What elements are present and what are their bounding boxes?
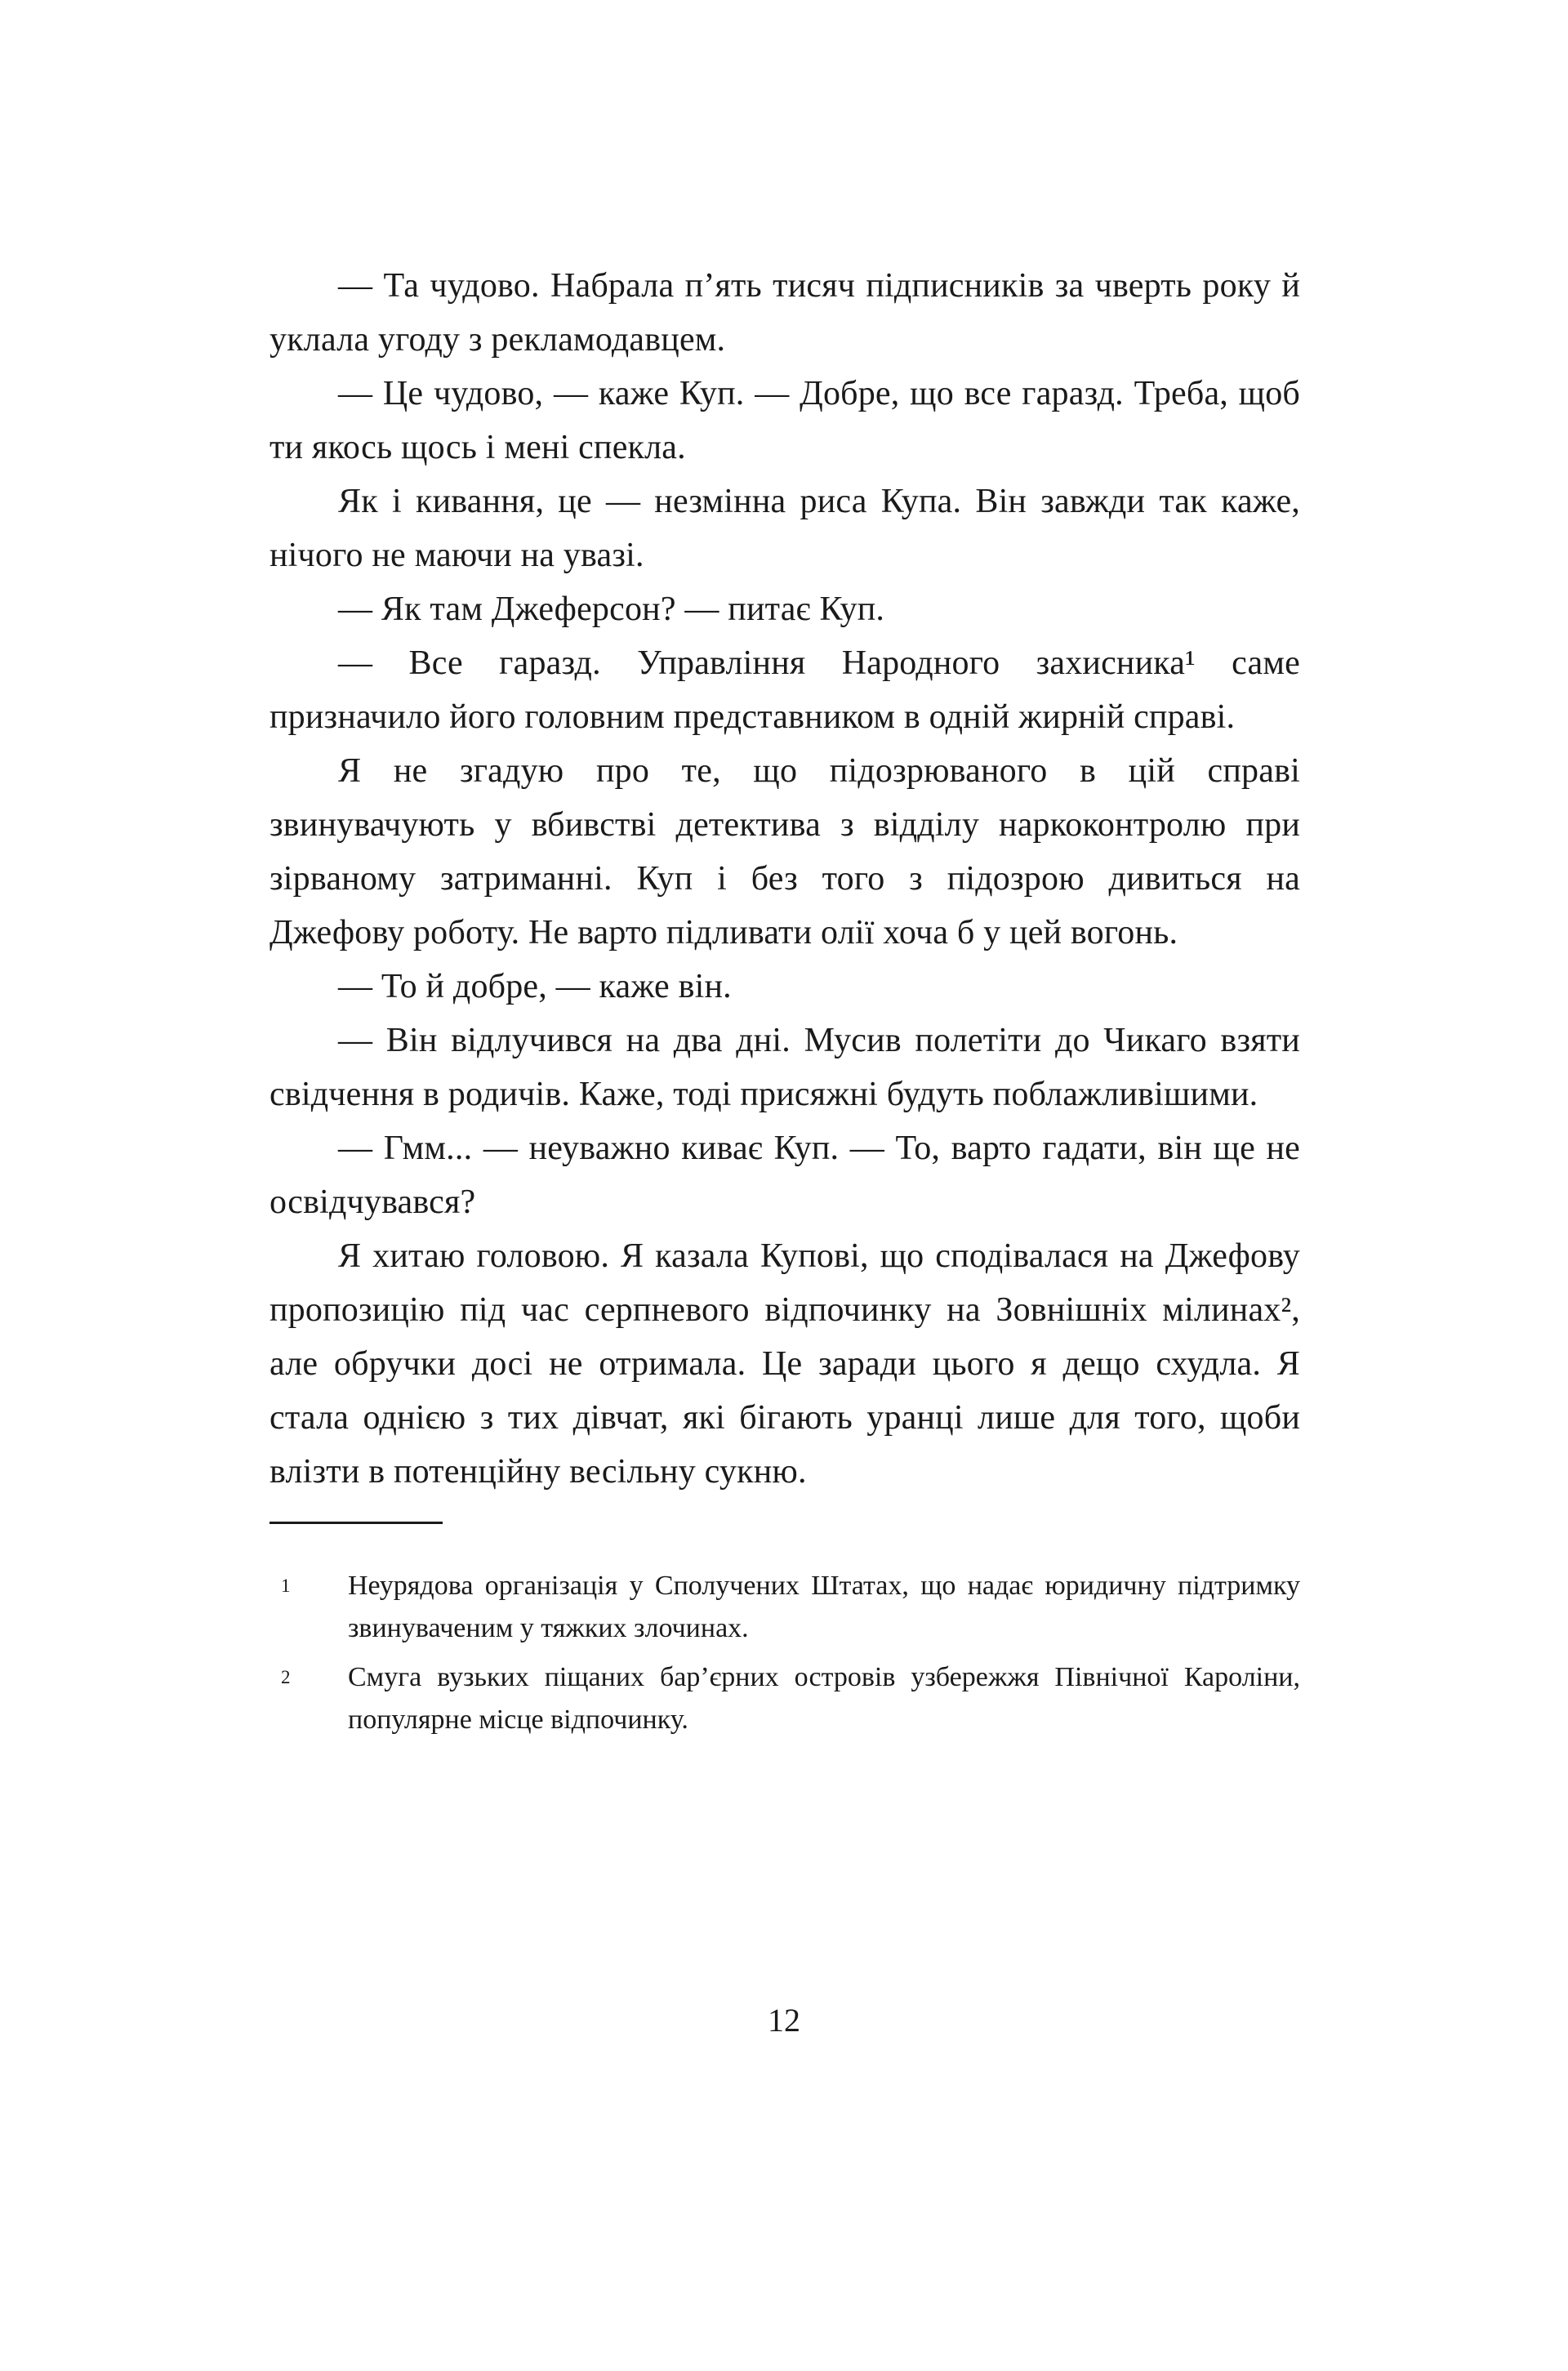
footnote xyxy=(270,1656,1300,1741)
text-block xyxy=(270,259,1300,1741)
footnotes xyxy=(270,1565,1300,1741)
paragraph: — Він відлучився на два дні. Мусив полетіти до Чикаго взяти свідчення в родичів. Каже, тоді присяжні будуть поблажливішими. xyxy=(270,1022,1300,1113)
paragraph: Я хитаю головою. Я казала Купові, що сподівалася на Джефову пропозицію під час серпневого відпочинку на Зовнішніх мілинах², але обручки досі не отримала. Це заради цього я дещо схудла. Я стала однією з тих дівчат, які бігають уранці лише для того, щоби влізти в потенційну весільну сукню. xyxy=(270,1237,1300,1491)
footnote-marker: 1 xyxy=(281,1575,291,1596)
paragraph: — Як там Джеферсон? — питає Куп. xyxy=(338,591,885,628)
paragraph: — Гмм... — неуважно киває Куп. — То, варто гадати, він ще не освідчувався? xyxy=(270,1130,1300,1221)
footnote xyxy=(270,1565,1300,1650)
paragraph: — То й добре, — каже він. xyxy=(338,968,732,1005)
footnote-separator xyxy=(270,1522,443,1524)
paragraph: Я не згадую про те, що підозрюваного в цій справі звинувачують у вбивстві детектива з відділу наркоконтролю при зірваному затриманні. Куп і без того з підозрою дивиться на Джефову роботу. Не варто підливати олії хоча б у цей вогонь. xyxy=(270,752,1300,952)
footnote-marker: 2 xyxy=(281,1667,291,1687)
paragraph: — Та чудово. Набрала п’ять тисяч підписників за чверть року й уклала угоду з рекламодавцем. xyxy=(270,267,1300,359)
paragraph: — Все гаразд. Управління Народного захисника¹ саме призначило його головним представником в одній жирній справі. xyxy=(270,644,1300,736)
paragraph: Як і кивання, це — незмінна риса Купа. Він завжди так каже, нічого не маючи на увазі. xyxy=(270,483,1300,574)
footnote-text: Смуга вузьких піщаних бар’єрних островів узбережжя Північної Кароліни, популярне місце відпочинку. xyxy=(348,1662,1300,1735)
paragraph: — Це чудово, — каже Куп. — Добре, що все гаразд. Треба, щоб ти якось щось і мені спекла. xyxy=(270,375,1300,466)
footnote-text: Неурядова організація у Сполучених Штатах, що надає юридичну підтримку звинуваченим у тяжких злочинах. xyxy=(348,1571,1300,1643)
page-number: 12 xyxy=(768,2002,800,2039)
